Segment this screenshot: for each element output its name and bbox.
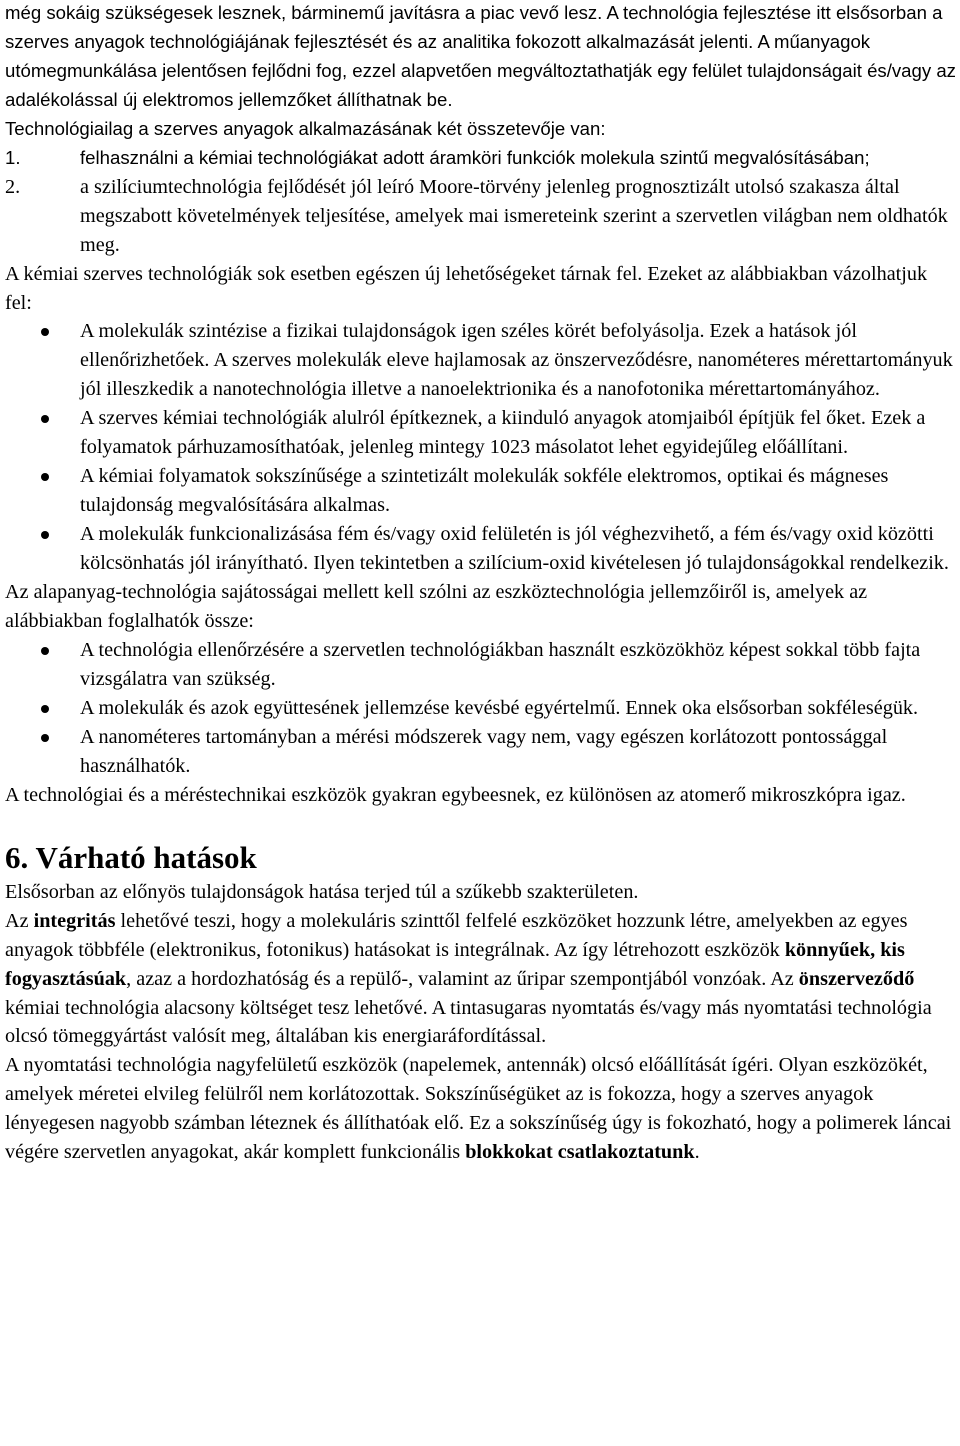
list-item <box>5 173 957 260</box>
text-run: , azaz a hordozhatóság és a repülő-, valamint az űripar szempontjából vonzóak. Az <box>126 967 799 990</box>
bold-term-integritas: integritás <box>33 909 116 932</box>
bullet-icon <box>41 705 49 713</box>
bold-term-konnyuek: könnyűek, kis fogyasztásúak <box>5 938 905 990</box>
list-item-text: A molekulák szintézise a fizikai tulajdonságok igen széles körét befolyásolja. Ezek a hatások jól ellenőrizhetőek. A szerves molekulák eleve hajlamosak az önszerveződésre, nanométeres mérettartományuk jól illeszkedik a nanotechnológia illetve a nanoelektrionika és a nanofotonika mérettartományához. <box>80 320 953 401</box>
bullet-icon <box>41 734 49 742</box>
document-page <box>5 0 957 1167</box>
section-heading: 6. Várható hatások <box>5 839 257 875</box>
bullet-icon <box>41 415 49 423</box>
list-item-text: A technológia ellenőrzésére a szervetlen technológiákban használt eszközökhöz képest sokkal több fajta vizsgálatra van szükség. <box>80 638 921 690</box>
text-run: Az <box>5 909 34 932</box>
list-item <box>5 317 957 404</box>
list-item <box>5 520 957 578</box>
bold-term-onszervezodo: önszerveződő <box>798 967 915 990</box>
bullet-icon <box>41 473 49 481</box>
bullet-icon <box>41 647 49 655</box>
bullet-icon <box>41 531 49 539</box>
list-number: 2. <box>5 175 21 198</box>
list-item <box>5 404 957 462</box>
section-paragraph-1: Elsősorban az előnyös tulajdonságok hatása terjed túl a szűkebb szakterületen. <box>5 880 639 903</box>
text-run: . <box>694 1141 700 1164</box>
list-item-text: A molekulák és azok együttesének jellemzése kevésbé egyértelmű. Ennek oka elsősorban sokféleségük. <box>80 696 919 719</box>
list-item <box>5 723 957 781</box>
section-paragraph-3 <box>5 1051 957 1167</box>
list-item-text: felhasználni a kémiai technológiákat adott áramköri funkciók molekula szintű megvalósításában; <box>80 146 870 168</box>
list-item-text: A szerves kémiai technológiák alulról építkeznek, a kiinduló anyagok atomjaiból építjük fel őket. Ezek a folyamatok párhuzamosíthatóak, jelenleg mintegy 1023 másolatot lehet egyidejűleg előállítani. <box>80 407 926 459</box>
list-item <box>5 694 957 723</box>
text-run: lehetővé teszi, hogy a molekuláris szinttől felfelé eszközöket hozzunk létre, amelyekben az egyes anyagok többféle (elektronikus, fotonikus) hatásokat is integrálnak. Az így létrehozott eszközök <box>5 909 908 961</box>
tools-closing-paragraph: A technológiai és a méréstechnikai eszközök gyakran egybeesnek, ez különösen az atomerő mikroszkópra igaz. <box>5 783 906 806</box>
text-run: kémiai technológia alacsony költséget tesz lehetővé. A tintasugaras nyomtatás és/vagy más nyomtatási technológia olcsó tömeggyártást valósít meg, általában kis energiaráfordítással. <box>5 996 932 1048</box>
list-item-text: A molekulák funkcionalizásása fém és/vagy oxid felületén is jól véghezvihető, a fém és/vagy oxid közötti kölcsönhatás jól irányítható. Ilyen tekintetben a szilícium-oxid kivételesen jó tulajdonságokkal rendelkezik. <box>80 523 949 575</box>
bold-term-blokkokat: blokkokat csatlakoztatunk <box>465 1141 695 1164</box>
chem-bullet-list <box>5 317 957 578</box>
list-item <box>5 636 957 694</box>
list-item <box>5 144 957 173</box>
text-run: A nyomtatási technológia nagyfelületű eszközök (napelemek, antennák) olcsó előállítását ígéri. Olyan eszközökét, amelyek méretei elvileg felülről nem korlátozottak. Sokszínűségüket az is fokozza, hogy a szerves anyagok lényegesen nagyobb számban léteznek és állíthatóak elő. Ez a sokszínűség úgy is fokozható, hogy a polimerek láncai végére szervetlen anyagokat, akár komplett funkcionális <box>5 1054 952 1164</box>
list-item-text: A kémiai folyamatok sokszínűsége a szintetizált molekulák sokféle elektromos, optikai és mágneses tulajdonság megvalósítására alkalmas. <box>80 465 889 517</box>
components-list <box>5 144 957 260</box>
section-paragraph-2 <box>5 907 957 1052</box>
list-number: 1. <box>5 146 21 168</box>
tools-bullet-list <box>5 636 957 781</box>
intro-paragraph: még sokáig szükségesek lesznek, bárminemű javításra a piac vevő lesz. A technológia fejlesztése itt elsősorban a szerves anyagok technológiájának fejlesztését és az analitika fokozott alkalmazását jelenti. A műanyagok utómegmunkálása jelentősen fejlődni fog, ezzel alapvetően megváltoztathatják egy felület tulajdonságait és/vagy az adalékolással új elektromos jellemzőket állíthatnak be. <box>5 2 956 110</box>
list-item-text: a szilíciumtechnológia fejlődését jól leíró Moore-törvény jelenleg prognosztizált utolsó szakasza által megszabott követelmények teljesítése, amelyek mai ismereteink szerint a szervetlen világban nem oldhatók meg. <box>80 175 948 256</box>
tools-intro-paragraph: Az alapanyag-technológia sajátosságai mellett kell szólni az eszköztechnológia jellemzőiről is, amelyek az alábbiakban foglalhatók össze: <box>5 581 868 633</box>
components-lead: Technológiailag a szerves anyagok alkalmazásának két összetevője van: <box>5 117 606 139</box>
list-item <box>5 462 957 520</box>
list-item-text: A nanométeres tartományban a mérési módszerek vagy nem, vagy egészen korlátozott pontossággal használhatók. <box>80 725 888 777</box>
chem-intro-paragraph: A kémiai szerves technológiák sok esetben egészen új lehetőségeket tárnak fel. Ezeket az alábbiakban vázolhatjuk fel: <box>5 262 928 314</box>
bullet-icon <box>41 328 49 336</box>
